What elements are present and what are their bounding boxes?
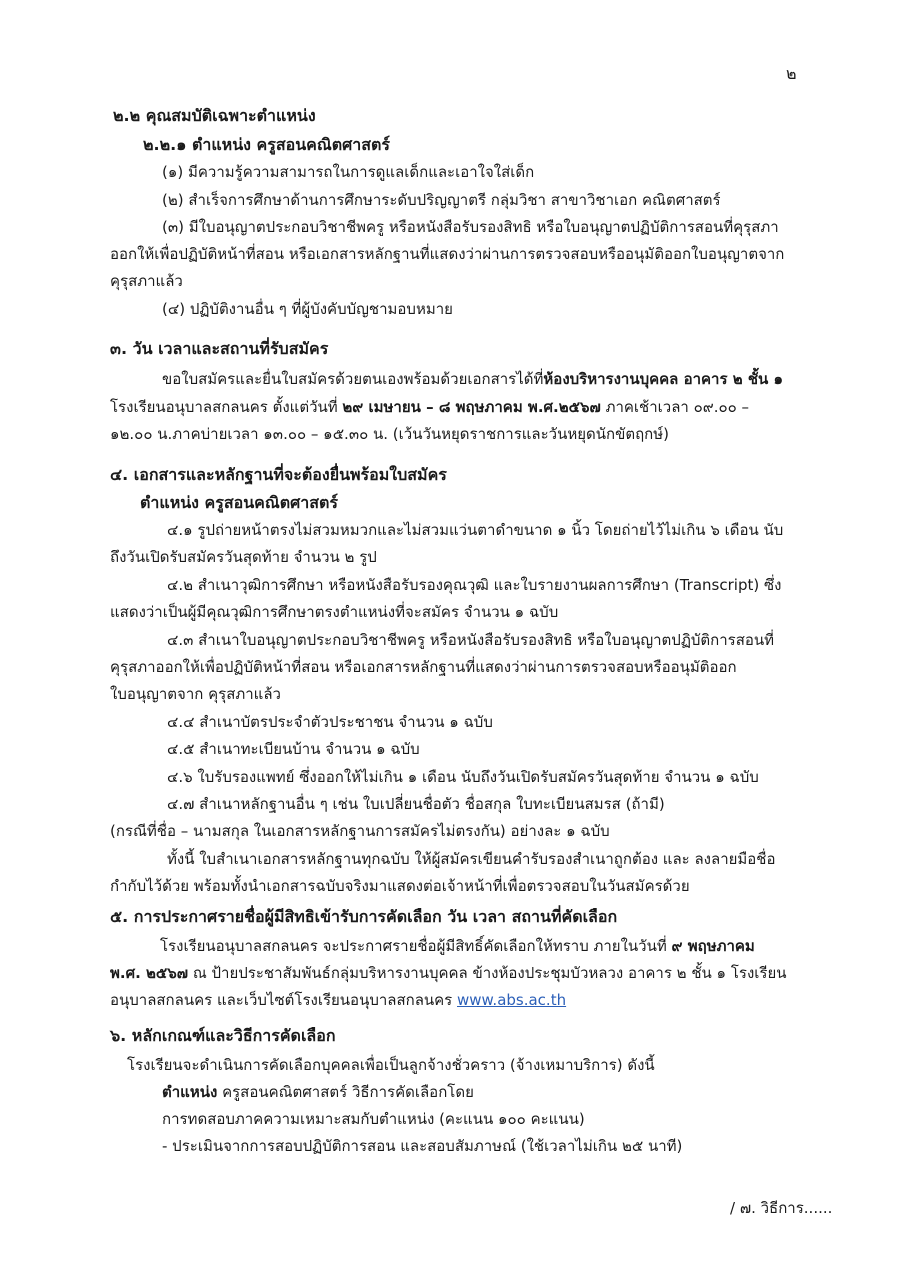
position-label: ตำแหน่ง bbox=[162, 1083, 218, 1101]
document-4-1-line-1: ๔.๑ รูปถ่ายหน้าตรงไม่สวมหมวกและไม่สวมแว่นตาดำขนาด ๑ นิ้ว โดยถ่ายไว้ไม่เกิน ๖ เดือน นับ bbox=[167, 521, 784, 539]
document-4-6: ๔.๖ ใบรับรองแพทย์ ซึ่งออกให้ไม่เกิน ๑ เดือน นับถึงวันเปิดรับสมัครวันสุดท้าย จำนวน ๑ ฉบับ bbox=[167, 768, 759, 786]
section-5-line-1-text: โรงเรียนอนุบาลสกลนคร จะประกาศรายชื่อผู้มีสิทธิ์คัดเลือกให้ทราบ ภายในวันที่ bbox=[160, 937, 672, 955]
document-4-5: ๔.๕ สำเนาทะเบียนบ้าน จำนวน ๑ ฉบับ bbox=[167, 740, 420, 758]
qualification-item-3-line-3: คุรุสภาแล้ว bbox=[110, 272, 183, 290]
document-4-7-line-1: ๔.๗ สำเนาหลักฐานอื่น ๆ เช่น ใบเปลี่ยนชื่อตัว ชื่อสกุล ใบทะเบียนสมรส (ถ้ามี) bbox=[167, 795, 665, 813]
section-4-position: ตำแหน่ง ครูสอนคณิตศาสตร์ bbox=[140, 493, 338, 512]
application-location: ห้องบริหารงานบุคคล อาคาร ๒ ชั้น ๑ bbox=[543, 370, 784, 388]
qualification-item-3-line-2: ออกให้เพื่อปฏิบัติหน้าที่สอน หรือเอกสารหลักฐานที่แสดงว่าผ่านการตรวจสอบหรืออนุมัติออกใบอนุญาตจาก bbox=[110, 245, 785, 263]
section-5-line-2 bbox=[110, 961, 787, 985]
document-4-2-line-1: ๔.๒ สำเนาวุฒิการศึกษา หรือหนังสือรับรองคุณวุฒิ และใบรายงานผลการศึกษา (Transcript) ซึ่ง bbox=[167, 576, 782, 594]
document-4-1-line-2: ถึงวันเปิดรับสมัครวันสุดท้าย จำนวน ๒ รูป bbox=[110, 548, 377, 566]
qualification-item-1: (๑) มีความรู้ความสามารถในการดูแลเด็กและเอาใจใส่เด็ก bbox=[162, 163, 535, 181]
document-4-3-line-1: ๔.๓ สำเนาใบอนุญาตประกอบวิชาชีพครู หรือหนังสือรับรองสิทธิ หรือใบอนุญาตปฏิบัติการสอนที่ bbox=[167, 631, 775, 649]
section-2-2-1-heading: ๒.๒.๑ ตำแหน่ง ครูสอนคณิตศาสตร์ bbox=[143, 135, 390, 154]
document-4-3-line-2: คุรุสภาออกให้เพื่อปฏิบัติหน้าที่สอน หรือเอกสารหลักฐานที่แสดงว่าผ่านการตรวจสอบหรืออนุมัติออก bbox=[110, 658, 737, 676]
announcement-date: ๙ พฤษภาคม bbox=[671, 937, 755, 955]
page-footer: / ๗. วิธีการ...... bbox=[730, 1199, 833, 1217]
section-5-line-2-text: ณ ป้ายประชาสัมพันธ์กลุ่มบริหารงานบุคคล ข้างห้องประชุมบัวหลวง อาคาร ๒ ชั้น ๑ โรงเรียน bbox=[188, 964, 787, 982]
section-3-line-2-text: โรงเรียนอนุบาลสกลนคร ตั้งแต่วันที่ bbox=[110, 398, 343, 416]
section-2-2-heading: ๒.๒ คุณสมบัติเฉพาะตำแหน่ง bbox=[113, 106, 316, 125]
section-5-heading: ๕. การประกาศรายชื่อผู้มีสิทธิเข้ารับการคัดเลือก วัน เวลา สถานที่คัดเลือก bbox=[110, 907, 618, 926]
announcement-year: พ.ศ. ๒๕๖๗ bbox=[110, 964, 189, 982]
section-3-line-1-text: ขอใบสมัครและยื่นใบสมัครด้วยตนเองพร้อมด้วยเอกสารได้ที่ bbox=[162, 370, 544, 388]
section-3-line-1 bbox=[162, 367, 783, 391]
section-5-line-3-text: อนุบาลสกลนคร และเว็บไซต์โรงเรียนอนุบาลสกลนคร bbox=[110, 991, 457, 1009]
section-6-line-2-text: ครูสอนคณิตศาสตร์ วิธีการคัดเลือกโดย bbox=[217, 1083, 474, 1101]
section-4-heading: ๔. เอกสารและหลักฐานที่จะต้องยื่นพร้อมใบสมัคร bbox=[110, 465, 447, 484]
note-line-1: ทั้งนี้ ใบสำเนาเอกสารหลักฐานทุกฉบับ ให้ผู้สมัครเขียนคำรับรองสำเนาถูกต้อง และ ลงลายมือชื่อ bbox=[167, 850, 776, 868]
section-3-line-2-time: ภาคเช้าเวลา ๐๙.๐๐ – bbox=[600, 398, 750, 416]
document-4-4: ๔.๔ สำเนาบัตรประจำตัวประชาชน จำนวน ๑ ฉบับ bbox=[167, 713, 493, 731]
section-3-line-2 bbox=[110, 395, 749, 419]
section-6-line-3: การทดสอบภาคความเหมาะสมกับตำแหน่ง (คะแนน ๑๐๐ คะแนน) bbox=[162, 1110, 585, 1128]
document-4-7-line-2: (กรณีที่ชื่อ – นามสกุล ในเอกสารหลักฐานการสมัครไม่ตรงกัน) อย่างละ ๑ ฉบับ bbox=[110, 822, 610, 840]
section-6-line-4: - ประเมินจากการสอบปฏิบัติการสอน และสอบสัมภาษณ์ (ใช้เวลาไม่เกิน ๒๕ นาที) bbox=[162, 1137, 683, 1155]
school-website-link[interactable]: www.abs.ac.th bbox=[457, 991, 567, 1009]
note-line-2: กำกับไว้ด้วย พร้อมทั้งนำเอกสารฉบับจริงมาแสดงต่อเจ้าหน้าที่เพื่อตรวจสอบในวันสมัครด้วย bbox=[110, 877, 690, 895]
document-4-2-line-2: แสดงว่าเป็นผู้มีคุณวุฒิการศึกษาตรงตำแหน่งที่จะสมัคร จำนวน ๑ ฉบับ bbox=[110, 603, 559, 621]
section-3-line-3: ๑๒.๐๐ น.ภาคบ่ายเวลา ๑๓.๐๐ – ๑๕.๓๐ น. (เว้นวันหยุดราชการและวันหยุดนักขัตฤกษ์) bbox=[110, 425, 670, 443]
document-4-3-line-3: ใบอนุญาตจาก คุรุสภาแล้ว bbox=[110, 685, 281, 703]
section-6-heading: ๖. หลักเกณฑ์และวิธีการคัดเลือก bbox=[110, 1026, 336, 1045]
qualification-item-4: (๔) ปฏิบัติงานอื่น ๆ ที่ผู้บังคับบัญชามอบหมาย bbox=[162, 300, 453, 318]
section-3-heading: ๓. วัน เวลาและสถานที่รับสมัคร bbox=[110, 339, 329, 358]
section-6-line-2 bbox=[162, 1080, 474, 1104]
application-dates: ๒๙ เมษายน – ๘ พฤษภาคม พ.ศ.๒๕๖๗ bbox=[342, 398, 601, 416]
qualification-item-2: (๒) สำเร็จการศึกษาด้านการศึกษาระดับปริญญาตรี กลุ่มวิชา สาขาวิชาเอก คณิตศาสตร์ bbox=[162, 191, 721, 209]
page-number: ๒ bbox=[786, 64, 797, 83]
section-5-line-1 bbox=[160, 934, 755, 958]
section-6-line-1: โรงเรียนจะดำเนินการคัดเลือกบุคคลเพื่อเป็นลูกจ้างชั่วคราว (จ้างเหมาบริการ) ดังนี้ bbox=[127, 1056, 655, 1074]
section-5-line-3 bbox=[110, 988, 566, 1012]
qualification-item-3-line-1: (๓) มีใบอนุญาตประกอบวิชาชีพครู หรือหนังสือรับรองสิทธิ หรือใบอนุญาตปฏิบัติการสอนที่คุรุสภา bbox=[162, 218, 779, 236]
